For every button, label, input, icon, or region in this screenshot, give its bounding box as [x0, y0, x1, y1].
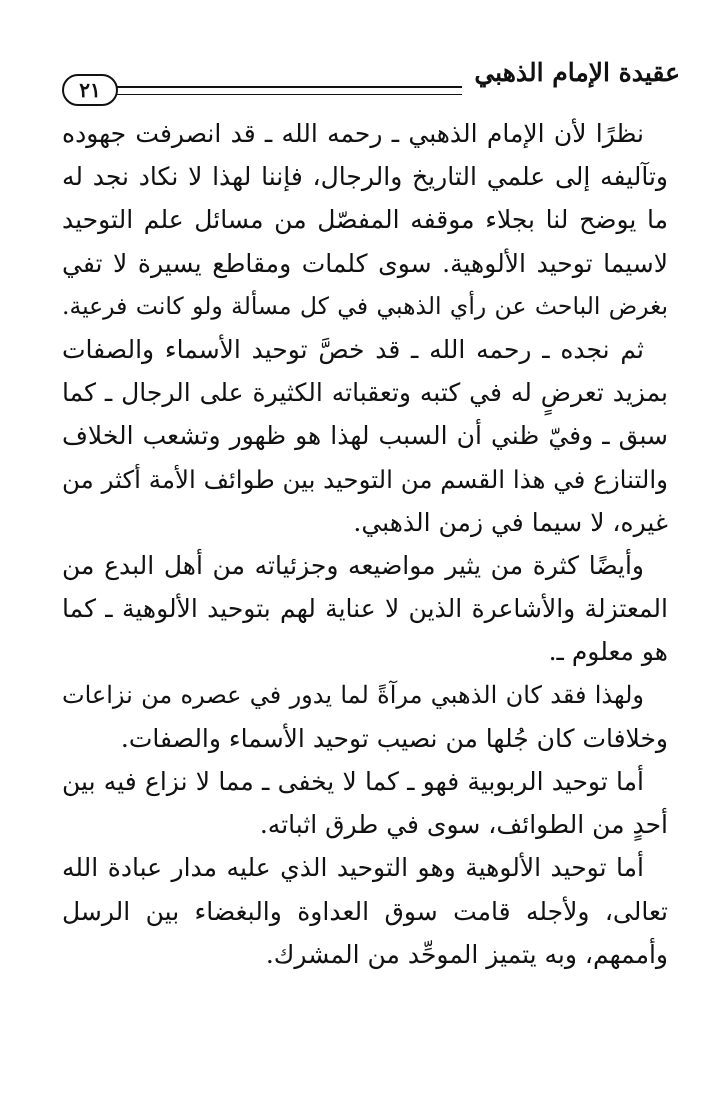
text-line: نظرًا لأن الإمام الذهبي ـ رحمه الله ـ قد انصرفت جهوده [62, 119, 644, 148]
text-line: غيره، لا سيما في زمن الذهبي. [353, 507, 668, 537]
text-line: أما توحيد الربوبية فهو ـ كما لا يخفى ـ مما لا نزاع فيه بين [62, 767, 644, 797]
text-line: لاسيما توحيد الألوهية. سوى كلمات ومقاطع يسيرة لا تفي [62, 248, 668, 278]
text-line: بمزيد تعرضٍ له في كتبه وتعقباته الكثيرة على الرجال ـ كما [62, 378, 668, 408]
text-line: سبق ـ وفيّ ظني أن السبب لهذا هو ظهور وتشعب الخلاف [62, 421, 668, 451]
text-line: والتنازع في هذا القسم من التوحيد بين طوائف الأمة أكثر من [62, 464, 668, 494]
text-line: ولهذا فقد كان الذهبي مرآةً لما يدور في عصره من نزاعات [62, 680, 644, 709]
text-line: أحدٍ من الطوائف، سوى في طرق اثباته. [259, 810, 668, 840]
page-number: ٢١ [62, 74, 118, 106]
header-rule [112, 86, 462, 95]
text-line: ثم نجده ـ رحمه الله ـ قد خصَّ توحيد الأسماء والصفات [62, 335, 644, 365]
text-line: وأممهم، وبه يتميز الموحِّد من المشرك. [265, 939, 668, 969]
text-line: المعتزلة والأشاعرة الذين لا عناية لهم بتوحيد الألوهية ـ كما [62, 594, 668, 624]
text-line: وخلافات كان جُلها من نصيب توحيد الأسماء والصفات. [120, 723, 668, 753]
text-line: ما يوضح لنا بجلاء موقفه المفصّل من مسائل علم التوحيد [62, 205, 668, 235]
text-line: بغرض الباحث عن رأي الذهبي في كل مسألة ولو كانت فرعية. [62, 291, 669, 320]
running-title: عقيدة الإمام الذهبي [474, 58, 680, 87]
page-header [60, 52, 680, 104]
text-line: هو معلوم ـ. [548, 637, 668, 667]
body-text [62, 112, 668, 976]
text-line: أما توحيد الألوهية وهو التوحيد الذي عليه مدار عبادة الله [62, 853, 644, 883]
text-line: وأيضًا كثرة من يثير مواضيعه وجزئياته من أهل البدع من [62, 551, 644, 581]
text-line: وتآليفه إلى علمي التاريخ والرجال، فإننا لهذا لا نكاد نجد له [62, 162, 668, 192]
text-line: تعالى، ولأجله قامت سوق العداوة والبغضاء بين الرسل [62, 896, 668, 926]
